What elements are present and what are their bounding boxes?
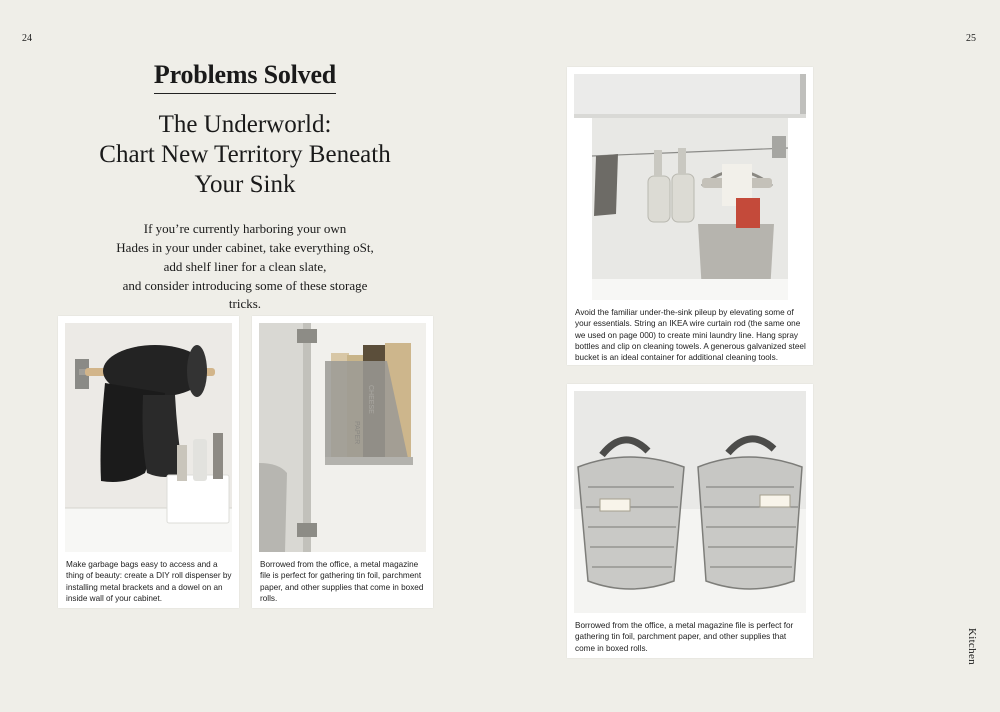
- intro-line: Hades in your under cabinet, take everything oSt,: [116, 239, 374, 255]
- photo-curtain-rod: [574, 74, 806, 300]
- article-header: [40, 60, 450, 314]
- photo-card-magazine-file: [252, 316, 433, 608]
- photo-garbage-bag-dispenser: [65, 323, 232, 552]
- article-title-line: The Underworld:: [158, 111, 332, 138]
- article-title-line: Chart New Territory Beneath: [99, 141, 391, 168]
- photo-magazine-file: [259, 323, 426, 552]
- caption-curtain-rod: Avoid the familiar under-the-sink pileup by elevating some of your essentials. String an IKEA wire curtain rod (the same one we used on page 000) to create mini laundry line. Hang spray bottles and clip on cleaning towels. A generous galvanized steel bucket is an ideal container for additional cleaning tools.: [575, 308, 806, 363]
- section-tab: Kitchen: [966, 628, 978, 665]
- intro-paragraph: [115, 220, 375, 314]
- page-number-right: 25: [966, 33, 976, 44]
- intro-line: If you’re currently harboring your own: [143, 221, 347, 236]
- photo-card-curtain-rod: [567, 67, 813, 365]
- caption-magazine-file: Borrowed from the office, a metal magazine file is perfect for gathering tin foil, parchment paper, and other supplies that come in boxed rolls.: [260, 560, 424, 603]
- photo-card-wire-baskets: [567, 384, 813, 658]
- intro-line: add shelf liner for a clean slate,: [163, 258, 327, 274]
- article-title-line: Your Sink: [194, 171, 296, 198]
- page-number-left: 24: [22, 33, 32, 44]
- photo-wire-baskets: [574, 391, 806, 613]
- photo-card-garbage-bags: [58, 316, 239, 608]
- intro-line: and consider introducing some of these storage tricks.: [122, 277, 368, 312]
- caption-garbage-bags: Make garbage bags easy to access and a thing of beauty: create a DIY roll dispenser by installing metal brackets and a dowel on an inside wall of your cabinet.: [66, 560, 232, 603]
- article-title: [40, 110, 450, 200]
- section-title: Problems Solved: [154, 60, 336, 94]
- caption-wire-baskets: Borrowed from the office, a metal magazine file is perfect for gathering tin foil, parchment paper, and other supplies that come in boxed rolls.: [575, 621, 794, 653]
